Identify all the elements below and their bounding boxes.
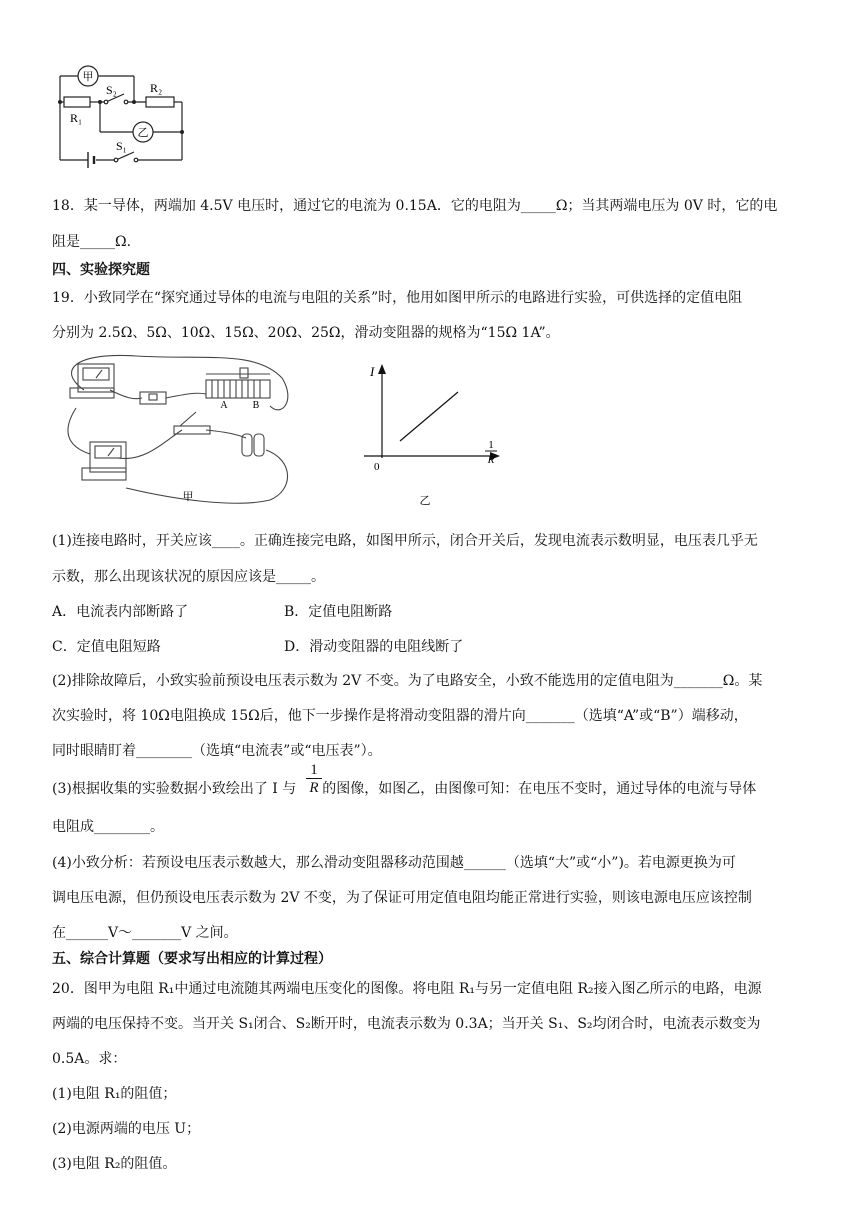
q20-line-2: 两端的电压保持不变。当开关 S₁闭合、S₂断开时，电流表示数为 0.3A；当开关 S₁、S₂均闭合时，电流表示数变为 — [52, 1016, 761, 1032]
q20-line-1: 20．图甲为电阻 R₁中通过电流随其两端电压变化的图像。将电阻 R₁与另一定值电阻 R₂接入图乙所示的电路，电源 — [52, 981, 762, 997]
figure-yi-caption: 乙 — [419, 495, 431, 507]
q19-part3-fraction — [306, 762, 322, 797]
figure-yi-graph — [360, 362, 510, 512]
figure-jia-caption: 甲 — [182, 491, 194, 503]
q20-sub-2: (2)电源两端的电压 U； — [52, 1121, 201, 1137]
q19-part2-line-2: 次实验时，将 10Ω电阻换成 15Ω后，他下一步操作是将滑动变阻器的滑片向_______（选填“A”或“B”）端移动， — [52, 708, 748, 724]
q18-line-2: 阻是_____Ω. — [52, 234, 132, 250]
q19-part3-line-1 — [52, 778, 756, 798]
q19-part2-line-3: 同时眼睛盯着________（选填“电流表”或“电压表”）。 — [52, 743, 382, 759]
q19-part4-line-3: 在______V～_______V 之间。 — [52, 925, 238, 941]
top-circuit-diagram — [50, 62, 190, 170]
meter-jia-label: 甲 — [82, 71, 94, 83]
q20-sub-1: (1)电阻 R₁的阻值； — [52, 1086, 177, 1102]
graph-line — [400, 392, 458, 441]
terminal-b-label: B — [252, 400, 260, 411]
fraction-numerator: 1 — [310, 762, 318, 778]
q19-option-b: B．定值电阻断路 — [284, 604, 393, 620]
meter-yi-label: 乙 — [137, 127, 149, 139]
q19-part1-line-2: 示数，那么出现该状况的原因应该是_____。 — [52, 569, 325, 585]
section-5-heading: 五、综合计算题（要求写出相应的计算过程） — [52, 951, 332, 967]
q19-part4-line-1: (4)小致分析：若预设电压表示数越大，那么滑动变阻器移动范围越______（选填“大”或“小”)。若电源更换为可 — [52, 855, 736, 871]
s2-label: S₂ — [106, 83, 117, 97]
figure-jia-apparatus — [56, 350, 296, 508]
q19-part1-line-1: (1)连接电路时，开关应该____。正确连接完电路，如图甲所示，闭合开关后，发现电流表示数明显，电压表几乎无 — [52, 533, 758, 549]
q19-part3-line-2: 电阻成________。 — [52, 819, 164, 835]
r1-label: R₁ — [70, 111, 83, 125]
r2-label: R₂ — [150, 81, 163, 95]
q19-option-d: D．滑动变阻器的电阻线断了 — [284, 639, 464, 655]
q19-part4-line-2: 调电压电源，但仍预设电压表示数为 2V 不变，为了保证可用定值电阻均能正常进行实验，则该电源电压应该控制 — [52, 890, 752, 906]
x-axis-frac-den: R — [487, 454, 495, 466]
fraction-denominator: R — [309, 780, 319, 796]
q19-option-c: C．定值电阻短路 — [52, 639, 161, 655]
q19-line-2: 分别为 2.5Ω、5Ω、10Ω、15Ω、20Ω、25Ω，滑动变阻器的规格为“15Ω 1A”。 — [52, 325, 560, 341]
s1-label: S₁ — [116, 139, 127, 153]
x-axis-frac-num: 1 — [488, 439, 494, 451]
y-axis-label: I — [370, 364, 375, 379]
section-4-heading: 四、实验探究题 — [52, 262, 150, 278]
q19-part3-post: 的图像，如图乙，由图像可知：在电压不变时，通过导体的电流与导体 — [322, 781, 757, 797]
terminal-a-label: A — [220, 400, 228, 411]
q18-line-1: 18．某一导体，两端加 4.5V 电压时，通过它的电流为 0.15A．它的电阻为_____Ω；当其两端电压为 0V 时，它的电 — [52, 198, 778, 214]
q19-part2-line-1: (2)排除故障后，小致实验前预设电压表示数为 2V 不变。为了电路安全，小致不能选用的定值电阻为_______Ω。某 — [52, 673, 763, 689]
q19-part3-pre: (3)根据收集的实验数据小致绘出了 I 与 — [52, 781, 297, 797]
q20-sub-3: (3)电阻 R₂的阻值。 — [52, 1156, 177, 1172]
q19-option-a: A．电流表内部断路了 — [52, 604, 189, 620]
q19-line-1: 19．小致同学在“探究通过导体的电流与电阻的关系”时，他用如图甲所示的电路进行实验，可供选择的定值电阻 — [52, 290, 743, 306]
origin-label: 0 — [374, 461, 380, 473]
q20-line-3: 0.5A。求： — [52, 1051, 127, 1067]
y-axis-arrow — [378, 364, 386, 374]
